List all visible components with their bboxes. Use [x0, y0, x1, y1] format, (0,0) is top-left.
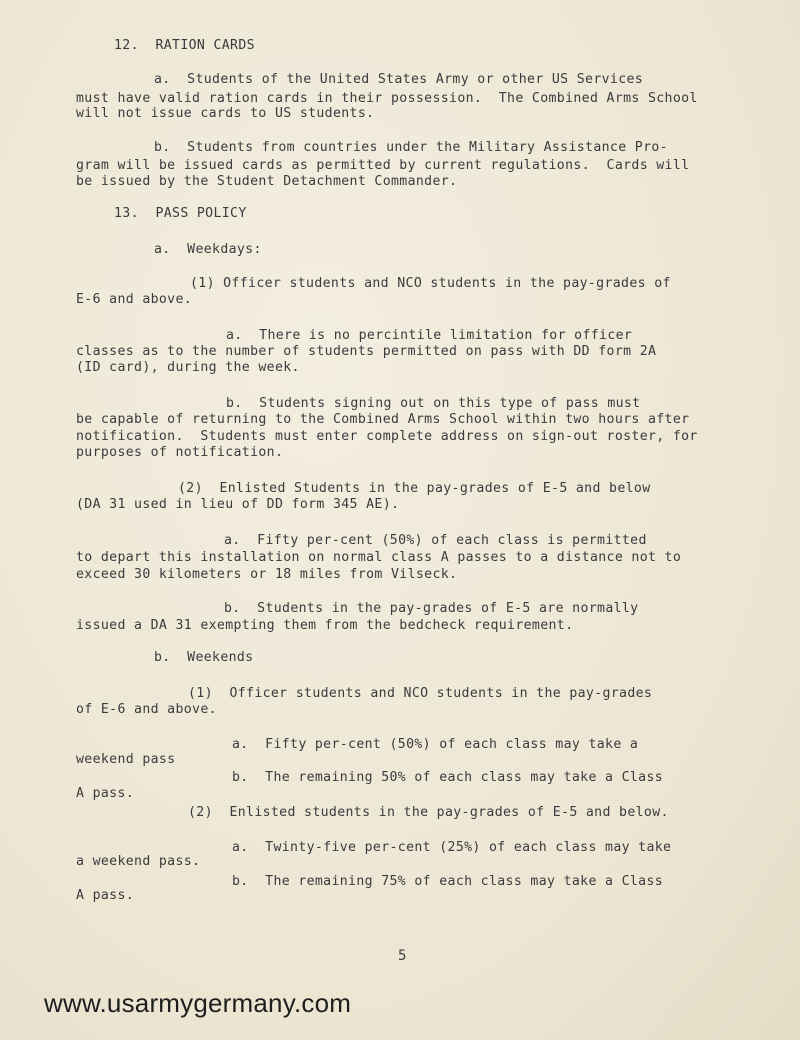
w2b-line2: issued a DA 31 exempting them from the bedcheck requirement. — [76, 618, 574, 633]
w1b-line1: b. Students signing out on this type of pass must — [226, 396, 641, 411]
e1a-line2: weekend pass — [76, 752, 176, 767]
w1-line2: E-6 and above. — [76, 292, 193, 307]
w1b-line3: notification. Students must enter complete address on sign-out roster, for — [76, 429, 698, 444]
w2a-line2: to depart this installation on normal class A passes to a distance not to — [76, 550, 682, 565]
w2-line2: (DA 31 used in lieu of DD form 345 AE). — [76, 497, 400, 512]
e2-line: (2) Enlisted students in the pay-grades of E-5 and below. — [188, 805, 669, 820]
w2-line1: (2) Enlisted Students in the pay-grades of E-5 and below — [178, 481, 651, 496]
s12-a-line3: will not issue cards to US students. — [76, 106, 375, 121]
w1a-line1: a. There is no percintile limitation for officer — [226, 328, 633, 343]
e2a-line2: a weekend pass. — [76, 854, 201, 869]
weekdays-heading: a. Weekdays: — [154, 242, 262, 257]
page-number: 5 — [398, 948, 407, 964]
s12-b-line2: gram will be issued cards as permitted by current regulations. Cards will — [76, 158, 690, 173]
e1-line2: of E-6 and above. — [76, 702, 217, 717]
w1b-line4: purposes of notification. — [76, 445, 284, 460]
e1b-line2: A pass. — [76, 786, 135, 801]
e1-line1: (1) Officer students and NCO students in the pay-grades — [188, 686, 653, 701]
weekends-heading: b. Weekends — [154, 650, 254, 665]
e1b-line1: b. The remaining 50% of each class may take a Class — [232, 770, 664, 785]
section-12-heading: 12. RATION CARDS — [114, 38, 255, 53]
w2a-line1: a. Fifty per-cent (50%) of each class is permitted — [224, 533, 647, 548]
w2b-line1: b. Students in the pay-grades of E-5 are normally — [224, 601, 639, 616]
w1b-line2: be capable of returning to the Combined Arms School within two hours after — [76, 412, 690, 427]
s12-a-line2: must have valid ration cards in their possession. The Combined Arms School — [76, 91, 698, 106]
s12-a-line1: a. Students of the United States Army or other US Services — [154, 72, 644, 87]
e2b-line2: A pass. — [76, 888, 135, 903]
w1a-line3: (ID card), during the week. — [76, 360, 300, 375]
e2a-line1: a. Twinty-five per-cent (25%) of each class may take — [232, 840, 672, 855]
w1-line1: (1) Officer students and NCO students in the pay-grades of — [190, 276, 671, 291]
footer-website: www.usarmygermany.com — [44, 988, 352, 1018]
section-13-heading: 13. PASS POLICY — [114, 206, 247, 221]
e1a-line1: a. Fifty per-cent (50%) of each class may take a — [232, 737, 639, 752]
w1a-line2: classes as to the number of students permitted on pass with DD form 2A — [76, 344, 657, 359]
w2a-line3: exceed 30 kilometers or 18 miles from Vilseck. — [76, 567, 458, 582]
s12-b-line3: be issued by the Student Detachment Commander. — [76, 174, 458, 189]
e2b-line1: b. The remaining 75% of each class may take a Class — [232, 874, 664, 889]
s12-b-line1: b. Students from countries under the Military Assistance Pro- — [154, 140, 668, 155]
